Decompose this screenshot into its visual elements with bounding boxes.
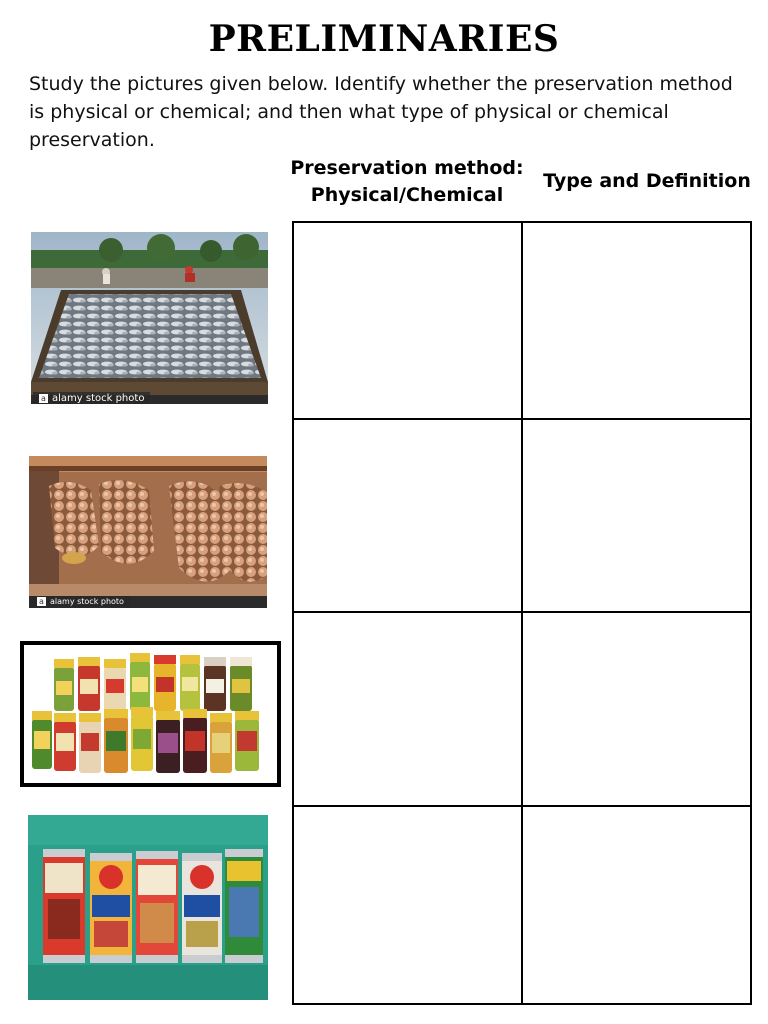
column-header-line-1: Preservation method: xyxy=(290,157,524,179)
answer-cell-row2-method[interactable] xyxy=(294,420,521,611)
dried-fish-illustration xyxy=(31,232,268,404)
bottled-pickles-photo xyxy=(20,641,281,787)
can-1 xyxy=(43,849,85,963)
column-header-preservation-method xyxy=(284,155,530,209)
answer-cell-row3-type[interactable] xyxy=(523,613,750,805)
hanging-onions-photo xyxy=(29,456,267,608)
answer-cell-row1-method[interactable] xyxy=(294,223,521,418)
photo-watermark xyxy=(33,392,150,404)
bottled-pickles-illustration xyxy=(24,645,277,783)
page-title: PRELIMINARIES xyxy=(208,18,560,60)
column-header-type-definition: Type and Definition xyxy=(543,170,751,192)
watermark-text: alamy stock photo xyxy=(52,393,145,404)
alamy-logo-icon: a xyxy=(37,597,46,606)
can-2 xyxy=(90,853,132,963)
answer-cell-row4-method[interactable] xyxy=(294,807,521,1003)
can-4 xyxy=(182,853,222,963)
canned-goods-illustration xyxy=(28,815,268,1000)
answer-cell-row1-type[interactable] xyxy=(523,223,750,418)
photo-watermark xyxy=(31,596,130,607)
hanging-onions-illustration xyxy=(29,456,267,608)
answer-cell-row2-type[interactable] xyxy=(523,420,750,611)
answer-cell-row4-type[interactable] xyxy=(523,807,750,1003)
alamy-logo-icon: a xyxy=(39,394,48,403)
can-3 xyxy=(136,851,178,963)
jar-front-row xyxy=(32,707,259,773)
column-header-line-2: Physical/Chemical xyxy=(310,184,504,206)
dried-fish-photo xyxy=(31,232,268,404)
answer-cell-row3-method[interactable] xyxy=(294,613,521,805)
watermark-text: alamy stock photo xyxy=(50,597,124,606)
can-5 xyxy=(225,849,263,963)
instructions-text: Study the pictures given below. Identify whether the preservation method is physical or chemical; and then what type of physical or chemical preservation. xyxy=(29,73,733,151)
canned-goods-photo xyxy=(28,815,268,1000)
